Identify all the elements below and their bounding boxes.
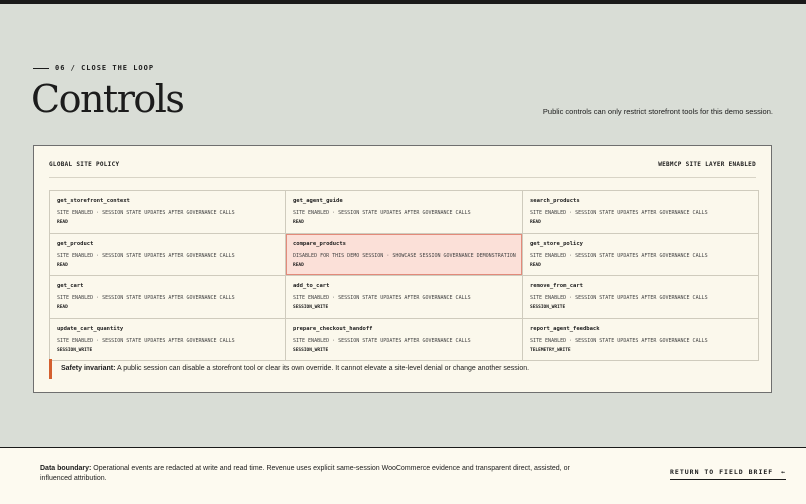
tool-card-search-products[interactable]	[523, 191, 759, 234]
tool-name: get_store_policy	[530, 240, 583, 247]
tool-status: SITE ENABLED · SESSION STATE UPDATES AFTER GOVERNANCE CALLS	[530, 252, 708, 259]
tool-status: SITE ENABLED · SESSION STATE UPDATES AFTER GOVERNANCE CALLS	[57, 337, 235, 344]
tool-scope: READ	[293, 262, 304, 268]
tool-name: compare_products	[293, 240, 346, 247]
panel-divider	[49, 177, 756, 178]
tool-name: get_cart	[57, 283, 84, 289]
invariant-text: A public session can disable a storefront tool or clear its own override. It cannot elevate a site-level denial or change another session.	[115, 365, 530, 372]
tool-status: SITE ENABLED · SESSION STATE UPDATES AFTER GOVERNANCE CALLS	[293, 295, 471, 301]
tool-card-report-agent-feedback[interactable]	[523, 319, 759, 362]
return-to-field-brief-link[interactable]	[670, 468, 786, 480]
tool-name: report_agent_feedback	[530, 325, 600, 332]
safety-invariant	[49, 359, 758, 379]
tool-name: get_storefront_context	[57, 198, 130, 204]
tool-status: DISABLED FOR THIS DEMO SESSION · SHOWCASE SESSION GOVERNANCE DEMONSTRATION	[293, 252, 516, 259]
page-subtitle: Public controls can only restrict storefront tools for this demo session.	[542, 107, 773, 116]
tool-card-get-cart[interactable]	[50, 276, 286, 319]
data-boundary-note	[40, 464, 570, 484]
tool-scope: READ	[293, 220, 304, 225]
tool-card-get-product[interactable]	[50, 234, 286, 277]
page-title: Controls	[31, 77, 184, 121]
site-policy-panel	[33, 145, 772, 393]
tool-scope: SESSION_WRITE	[293, 305, 329, 310]
tool-card-get-storefront-context[interactable]	[50, 191, 286, 234]
tool-scope: READ	[530, 220, 541, 225]
tool-status: SITE ENABLED · SESSION STATE UPDATES AFTER GOVERNANCE CALLS	[530, 295, 708, 301]
footer-divider	[0, 447, 806, 448]
tool-status: SITE ENABLED · SESSION STATE UPDATES AFTER GOVERNANCE CALLS	[293, 210, 471, 216]
tool-name: get_agent_guide	[293, 198, 343, 204]
tool-name: get_product	[57, 240, 94, 247]
tool-name: prepare_checkout_handoff	[293, 325, 373, 332]
tool-card-get-store-policy[interactable]	[523, 234, 759, 277]
tool-name: add_to_cart	[293, 283, 330, 289]
tool-card-update-cart-quantity[interactable]	[50, 319, 286, 362]
panel-title: GLOBAL SITE POLICY	[49, 161, 120, 168]
panel-header	[49, 161, 756, 175]
tool-card-remove-from-cart[interactable]	[523, 276, 759, 319]
eyebrow-dash	[33, 68, 49, 69]
tool-status: SITE ENABLED · SESSION STATE UPDATES AFTER GOVERNANCE CALLS	[530, 337, 708, 344]
tool-status: SITE ENABLED · SESSION STATE UPDATES AFTER GOVERNANCE CALLS	[293, 337, 471, 344]
tool-name: search_products	[530, 198, 580, 204]
tool-card-compare-products[interactable]	[286, 234, 523, 277]
tool-name: update_cart_quantity	[57, 325, 124, 332]
section-eyebrow	[33, 64, 154, 72]
tool-scope: READ	[57, 262, 68, 268]
tool-scope: READ	[57, 220, 68, 225]
return-label: RETURN TO FIELD BRIEF	[670, 468, 774, 476]
tool-scope: SESSION_WRITE	[293, 347, 329, 353]
tool-status: SITE ENABLED · SESSION STATE UPDATES AFTER GOVERNANCE CALLS	[57, 295, 235, 301]
boundary-text: Operational events are redacted at write and read time. Revenue uses explicit same-session WooCommerce evidence and transparent direct, assisted, or influenced attribution.	[40, 465, 570, 482]
tool-scope: SESSION_WRITE	[57, 347, 93, 353]
tool-scope: READ	[530, 262, 541, 268]
eyebrow-label: 06 / CLOSE THE LOOP	[55, 64, 155, 72]
tool-card-get-agent-guide[interactable]	[286, 191, 523, 234]
tool-scope: TELEMETRY_WRITE	[530, 347, 571, 353]
tool-status: SITE ENABLED · SESSION STATE UPDATES AFTER GOVERNANCE CALLS	[57, 210, 235, 216]
tool-scope: READ	[57, 305, 68, 310]
controls-section	[0, 4, 806, 447]
tool-scope: SESSION_WRITE	[530, 305, 566, 310]
tool-card-prepare-checkout-handoff[interactable]	[286, 319, 523, 362]
invariant-label: Safety invariant:	[61, 365, 116, 372]
tool-name: remove_from_cart	[530, 283, 583, 289]
tool-status: SITE ENABLED · SESSION STATE UPDATES AFTER GOVERNANCE CALLS	[57, 252, 235, 259]
tool-status: SITE ENABLED · SESSION STATE UPDATES AFTER GOVERNANCE CALLS	[530, 210, 708, 216]
arrow-left-icon: ←	[781, 468, 787, 476]
tool-card-add-to-cart[interactable]	[286, 276, 523, 319]
site-layer-status: WEBMCP SITE LAYER ENABLED	[658, 161, 756, 168]
tool-grid	[49, 190, 759, 361]
boundary-label: Data boundary:	[40, 465, 92, 472]
